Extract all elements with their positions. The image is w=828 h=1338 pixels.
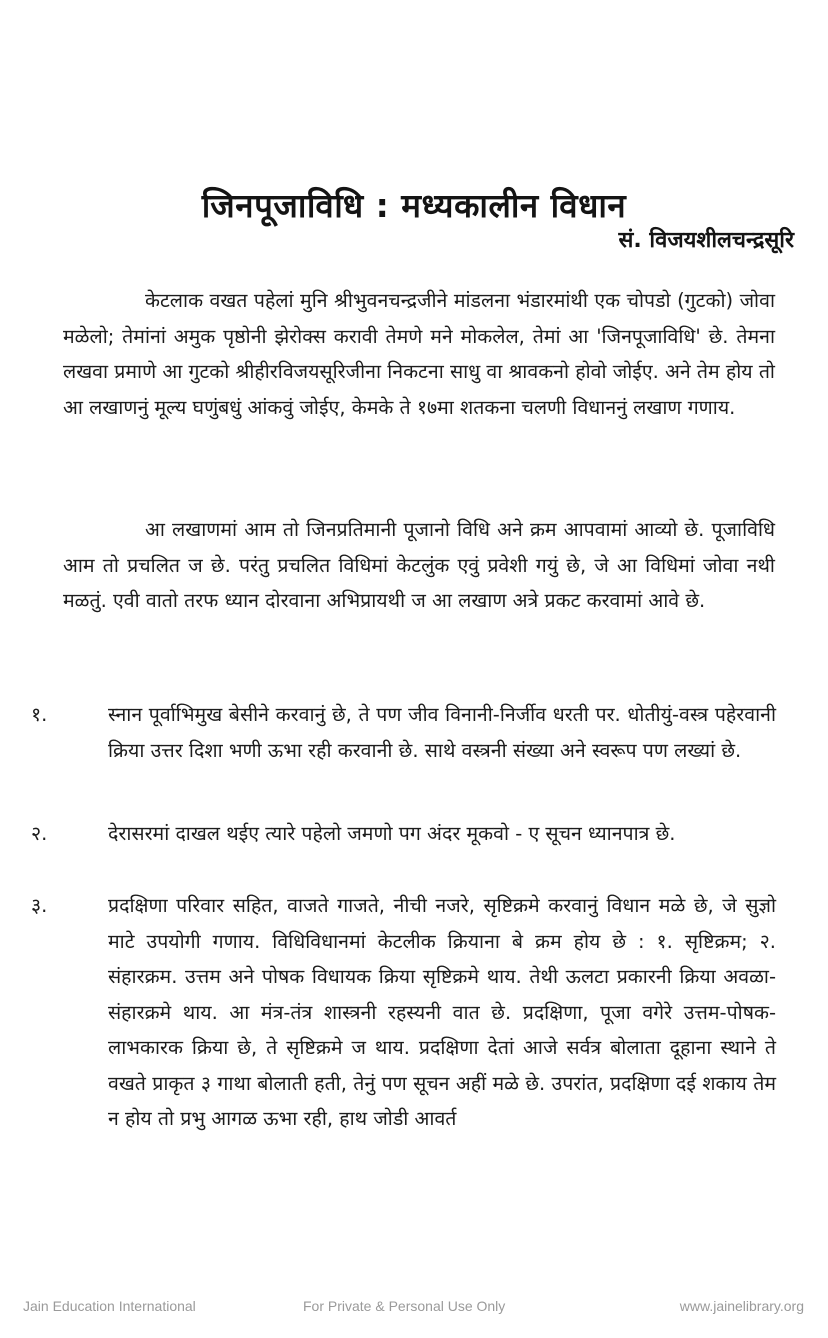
author-byline: सं. विजयशीलचन्द्रसूरि bbox=[618, 228, 794, 253]
footer-publisher: Jain Education International bbox=[23, 1298, 196, 1314]
footer-usage-notice: For Private & Personal Use Only bbox=[303, 1298, 506, 1314]
paragraph-purpose bbox=[63, 512, 775, 619]
list-text: प्रदक्षिणा परिवार सहित, वाजते गाजते, नीची नजरे, सृष्टिक्रमे करवानुं विधान मळे छे, जे सुज्ञो माटे उपयोगी गणाय. विधिविधानमां केटलीक क्रियाना बे क्रम होय छे : १. सृष्टिक्रम; २. संहारक्रम. उत्तम अने पोषक विधायक क्रिया सृष्टिक्रमे थाय. तेथी ऊलटा प्रकारनी क्रिया अवळा-संहारक्रमे थाय. आ मंत्र-तंत्र शास्त्रनी रहस्यनी वात छे. प्रदक्षिणा, पूजा वगेरे उत्तम-पोषक-लाभकारक क्रिया छे, ते सृष्टिक्रमे ज थाय. प्रदक्षिणा देतां आजे सर्वत्र बोलाता दूहाना स्थाने ते वखते प्राकृत ३ गाथा बोलाती हती, तेनुं पण सूचन अहीं मळे छे. उपरांत, प्रदक्षिणा दई शकाय तेम न होय तो प्रभु आगळ ऊभा रही, हाथ जोडी आवर्त bbox=[108, 894, 776, 1130]
list-item-1 bbox=[28, 697, 776, 768]
page-title: जिनपूजाविधि : मध्यकालीन विधान bbox=[201, 186, 627, 226]
paragraph-intro bbox=[63, 283, 775, 425]
list-number: २. bbox=[31, 822, 48, 845]
footer-website-link[interactable]: www.jainelibrary.org bbox=[679, 1298, 804, 1314]
paragraph-text: आ लखाणमां आम तो जिनप्रतिमानी पूजानो विधि अने क्रम आपवामां आव्यो छे. पूजाविधि आम तो प्रचलित ज छे. परंतु प्रचलित विधिमां केटलुंक एवुं प्रवेशी गयुं छे, जे आ विधिमां जोवा नथी मळतुं. एवी वातो तरफ ध्यान दोरवाना अभिप्रायथी ज आ लखाण अत्रे प्रकट करवामां आवे छे. bbox=[63, 518, 775, 612]
paragraph-text: केटलाक वखत पहेलां मुनि श्रीभुवनचन्द्रजीने मांडलना भंडारमांथी एक चोपडो (गुटको) जोवा मळेलो; तेमांनां अमुक पृष्ठोनी झेरोक्स करावी तेमणे मने मोकलेल, तेमां आ 'जिनपूजाविधि' छे. तेमना लखवा प्रमाणे आ गुटको श्रीहीरविजयसूरिजीना निकटना साधु वा श्रावकनो होवो जोईए. अने तेम होय तो आ लखाणनुं मूल्य घणुंबधुं आंकवुं जोईए, केमके ते १७मा शतकना चलणी विधाननुं लखाण गणाय. bbox=[63, 289, 775, 419]
list-text: स्नान पूर्वाभिमुख बेसीने करवानुं छे, ते पण जीव विनानी-निर्जीव धरती पर. धोतीयुं-वस्त्र पहेरवानी क्रिया उत्तर दिशा भणी ऊभा रही करवानी छे. साथे वस्त्रनी संख्या अने स्वरूप पण लख्यां छे. bbox=[108, 703, 776, 762]
list-number: १. bbox=[31, 703, 48, 726]
list-number: ३. bbox=[31, 894, 48, 917]
list-text: देरासरमां दाखल थईए त्यारे पहेलो जमणो पग अंदर मूकवो - ए सूचन ध्यानपात्र छे. bbox=[108, 822, 676, 845]
list-item-2 bbox=[28, 816, 776, 852]
list-item-3 bbox=[28, 888, 776, 1137]
page-footer bbox=[0, 1298, 828, 1318]
